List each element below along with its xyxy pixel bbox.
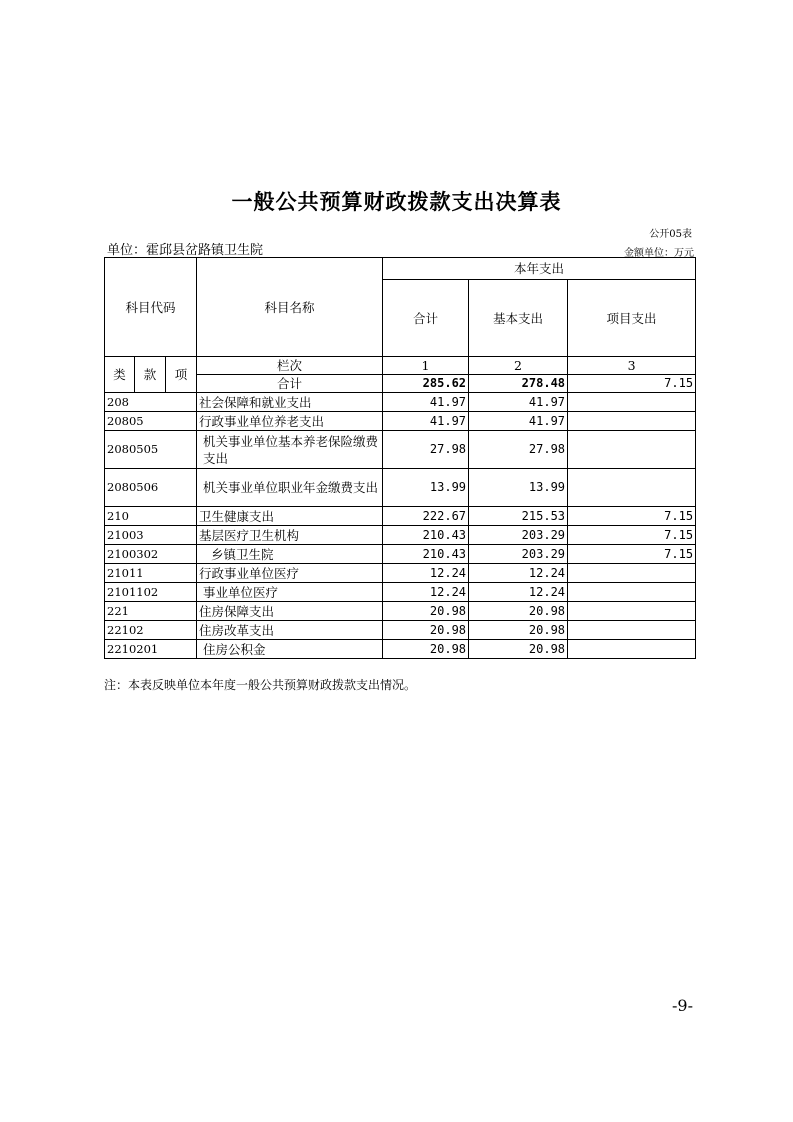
row-code: 21003 <box>105 526 197 545</box>
header-lanci: 栏次 <box>197 357 383 375</box>
table-row <box>105 621 696 640</box>
row-project <box>568 583 696 602</box>
row-basic: 215.53 <box>469 507 568 526</box>
header-lei: 类 <box>105 357 135 393</box>
row-project <box>568 431 696 469</box>
table-row <box>105 545 696 564</box>
header-subject-code: 科目代码 <box>105 258 197 357</box>
table-number: 公开05表 <box>649 229 692 240</box>
row-total: 13.99 <box>383 469 469 507</box>
row-basic: 20.98 <box>469 640 568 659</box>
table-note: 注：本表反映单位本年度一般公共预算财政拨款支出情况。 <box>104 678 417 692</box>
row-basic: 203.29 <box>469 526 568 545</box>
row-name: 乡镇卫生院 <box>197 545 383 564</box>
header-col-1: 1 <box>383 357 469 375</box>
row-code: 210 <box>105 507 197 526</box>
table-row <box>105 564 696 583</box>
header-project: 项目支出 <box>568 280 696 357</box>
row-project <box>568 469 696 507</box>
row-code: 2101102 <box>105 583 197 602</box>
table-row <box>105 431 696 469</box>
row-basic: 27.98 <box>469 431 568 469</box>
row-basic: 203.29 <box>469 545 568 564</box>
row-code: 22102 <box>105 621 197 640</box>
row-project: 7.15 <box>568 526 696 545</box>
header-row-1 <box>105 258 696 280</box>
row-name: 卫生健康支出 <box>197 507 383 526</box>
page-number: -9- <box>672 996 693 1015</box>
row-code: 2080505 <box>105 431 197 469</box>
table-row <box>105 507 696 526</box>
row-basic: 12.24 <box>469 583 568 602</box>
row-total: 210.43 <box>383 545 469 564</box>
total-project: 7.15 <box>568 375 696 393</box>
amount-unit-label: 金额单位：万元 <box>624 248 694 259</box>
table-row <box>105 602 696 621</box>
row-total: 210.43 <box>383 526 469 545</box>
row-name: 机关事业单位职业年金缴费支出 <box>197 469 383 507</box>
row-total: 12.24 <box>383 564 469 583</box>
table-row <box>105 640 696 659</box>
row-total: 20.98 <box>383 602 469 621</box>
row-total: 20.98 <box>383 621 469 640</box>
row-total: 12.24 <box>383 583 469 602</box>
unit-label: 单位：霍邱县岔路镇卫生院 <box>107 243 264 258</box>
row-name: 事业单位医疗 <box>197 583 383 602</box>
row-code: 208 <box>105 393 197 412</box>
table-row <box>105 526 696 545</box>
row-project <box>568 640 696 659</box>
row-basic: 13.99 <box>469 469 568 507</box>
row-code: 2210201 <box>105 640 197 659</box>
row-name: 社会保障和就业支出 <box>197 393 383 412</box>
row-project: 7.15 <box>568 545 696 564</box>
table-row <box>105 469 696 507</box>
header-kuan: 款 <box>135 357 166 393</box>
header-basic: 基本支出 <box>469 280 568 357</box>
row-basic: 41.97 <box>469 412 568 431</box>
row-project <box>568 621 696 640</box>
row-project <box>568 602 696 621</box>
total-amount: 285.62 <box>383 375 469 393</box>
row-basic: 12.24 <box>469 564 568 583</box>
table-row <box>105 583 696 602</box>
row-project <box>568 393 696 412</box>
row-project: 7.15 <box>568 507 696 526</box>
header-year-expense: 本年支出 <box>383 258 696 280</box>
row-code: 2100302 <box>105 545 197 564</box>
row-basic: 20.98 <box>469 602 568 621</box>
row-name: 住房保障支出 <box>197 602 383 621</box>
row-name: 住房改革支出 <box>197 621 383 640</box>
row-code: 20805 <box>105 412 197 431</box>
row-code: 21011 <box>105 564 197 583</box>
row-total: 41.97 <box>383 393 469 412</box>
page-title: 一般公共预算财政拨款支出决算表 <box>231 189 562 214</box>
row-code: 2080506 <box>105 469 197 507</box>
row-name: 机关事业单位基本养老保险缴费支出 <box>197 431 383 469</box>
total-label: 合计 <box>197 375 383 393</box>
header-col-3: 3 <box>568 357 696 375</box>
row-total: 222.67 <box>383 507 469 526</box>
row-project <box>568 564 696 583</box>
row-project <box>568 412 696 431</box>
header-total: 合计 <box>383 280 469 357</box>
header-col-2: 2 <box>469 357 568 375</box>
row-basic: 20.98 <box>469 621 568 640</box>
row-basic: 41.97 <box>469 393 568 412</box>
table-row <box>105 393 696 412</box>
row-code: 221 <box>105 602 197 621</box>
header-xiang: 项 <box>166 357 197 393</box>
row-total: 41.97 <box>383 412 469 431</box>
table-row <box>105 412 696 431</box>
header-subject-name: 科目名称 <box>197 258 383 357</box>
row-name: 住房公积金 <box>197 640 383 659</box>
row-name: 行政事业单位医疗 <box>197 564 383 583</box>
header-row-3 <box>105 357 696 375</box>
row-total: 27.98 <box>383 431 469 469</box>
total-basic: 278.48 <box>469 375 568 393</box>
row-name: 基层医疗卫生机构 <box>197 526 383 545</box>
row-name: 行政事业单位养老支出 <box>197 412 383 431</box>
expenditure-table <box>104 257 696 659</box>
row-total: 20.98 <box>383 640 469 659</box>
